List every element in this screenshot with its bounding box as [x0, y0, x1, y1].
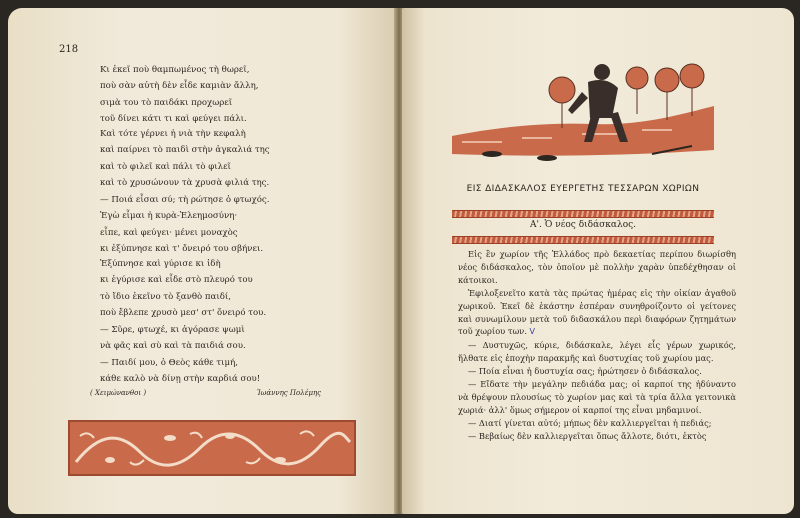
paragraph: — Δυστυχῶς, κύριε, διδάσκαλε, λέγει εἷς γέρων χωρικός, ἤλθατε εἰς ἐποχὴν παρακμῆς καὶ δυστυχίας τοῦ χωρίου μας.: [458, 340, 736, 364]
poem-author: Ἰωάννης Πολέμης: [257, 389, 322, 397]
paragraph: — Διατί γίνεται αὐτό; μήπως δὲν καλλιεργεῖται ἡ πεδιάς;: [468, 417, 712, 428]
chapter-title: ΕΙΣ ΔΙΔΑΣΚΑΛΟΣ ΕΥΕΡΓΕΤΗΣ ΤΕΣΣΑΡΩΝ ΧΩΡΙΩΝ: [466, 184, 700, 194]
poem-line: — Ποιά εἶσαι σύ; τὴ ρώτησε ὁ φτωχός.: [100, 195, 270, 205]
poem-line: τὸ ἴδιο ἐκεῖνο τὸ ξανθὸ παιδί,: [100, 291, 232, 302]
poem-line: καὶ παίρνει τὸ παιδὶ στὴν ἀγκαλιά της: [100, 145, 270, 156]
poem-line: κι ἐγύρισε καὶ εἶδε στὸ πλευρό του: [100, 275, 253, 286]
poem-line: Καὶ τότε γέρνει ἡ νιὰ τὴν κεφαλὴ: [100, 129, 246, 139]
section-title: Α'. Ὁ νέος διδάσκαλος.: [529, 220, 637, 230]
poem-line: — Παιδί μου, ὁ Θεὸς κάθε τιμή,: [100, 357, 238, 368]
page-number: 218: [59, 44, 79, 55]
paragraph: Ἐφιλοξενεῖτο κατὰ τὰς πρώτας ἡμέρας εἰς τὴν οἰκίαν ἀγαθοῦ χωρικοῦ. Ἐκεῖ δὲ ἑκάστην ἑσπέραν συνηθροίζοντο οἱ γείτονες καὶ συνωμίλουν μετὰ τοῦ διδασκάλου περὶ διαφόρων ζητημάτων τοῦ χωρίου των. V: [458, 287, 736, 337]
paragraph: — Εἴδατε τὴν μεγάλην πεδιάδα μας; οἱ καρποί της ἠδύναντο νὰ θρέψουν πλουσίως τὸ χωρίον μας καὶ τὰ τρία ἄλλα γειτονικὰ χωριά· ἀλλ' ὅμως σήμερον οἱ καρποί της εἶναι μηδαμινοί.: [458, 379, 736, 415]
decorative-rule: [452, 210, 714, 218]
paragraph: — Ποία εἶναι ἡ δυστυχία σας; ἠρώτησεν ὁ διδάσκαλος.: [468, 366, 702, 377]
poem-line: — Σῦρε, φτωχέ, κι ἀγόρασε ψωμὶ: [100, 325, 245, 335]
decorative-rule: [452, 236, 714, 244]
poem-stanza: [100, 62, 258, 127]
poem-stanza: [100, 256, 266, 321]
poem-line: Ἐξύπνησε καὶ γύρισε κι ἰδὴ: [100, 259, 221, 269]
poem-line: εἶπε, καὶ φεύγει· μένει μοναχὸς: [100, 227, 238, 238]
poem-line: ποὺ ἔβλεπε χρυσὸ μεσ' στ' ὄνειρό του.: [100, 307, 267, 318]
handwritten-mark: V: [526, 327, 535, 337]
poem-stanza: [100, 192, 269, 257]
poem-line: καὶ τὸ χρυσώνουν τὰ χρυσὰ φιλιά της.: [100, 177, 270, 188]
poem-line: κι ἐξύπνησε καὶ τ' ὄνειρό του σβήνει.: [100, 243, 264, 254]
poem-line: τοῦ δίνει κάτι τι καὶ φεύγει πάλι.: [100, 113, 247, 124]
decorative-border-ornament: [68, 420, 356, 476]
poem-line: σιμὰ του τὸ παιδάκι προχωρεῖ: [100, 97, 233, 108]
poem-line: Κι ἐκεῖ ποὺ θαμπωμένος τὴ θωρεῖ,: [100, 65, 250, 75]
poem-source: ( Χειμώνανθοι ): [90, 389, 147, 397]
poem-stanza: [100, 322, 260, 387]
poem-line: κάθε καλὸ νὰ δίνῃ στὴν καρδιά σου!: [100, 373, 261, 384]
poem-line: Ἐγὼ εἶμαι ἡ κυρὰ-Ἐλεημοσύνη·: [100, 211, 238, 222]
paragraph: Εἰς ἓν χωρίον τῆς Ἑλλάδος πρὸ δεκαετίας περίπου διωρίσθη νέος διδάσκαλος, τὸν ὁποῖον μὲ πολλὴν χαρὰν ὑπεδέχθησαν οἱ κάτοικοι.: [458, 249, 736, 285]
poem-stanza: [100, 126, 270, 191]
paragraph: — Βεβαίως δὲν καλλιεργεῖται ὅπως ἄλλοτε, διότι, ἐκτὸς: [468, 430, 707, 441]
woodcut-illustration-man-planting-trees: [452, 58, 714, 176]
story-text: [458, 248, 736, 443]
poem-line: καὶ τὸ φιλεῖ καὶ πάλι τὸ φιλεῖ: [100, 161, 231, 172]
poem-line: ποὺ σὰν αὐτὴ δὲν εἶδε καμιὰν ἄλλη,: [100, 81, 259, 92]
poem-line: νὰ φᾶς καὶ σὺ καὶ τὰ παιδιά σου.: [100, 341, 246, 352]
